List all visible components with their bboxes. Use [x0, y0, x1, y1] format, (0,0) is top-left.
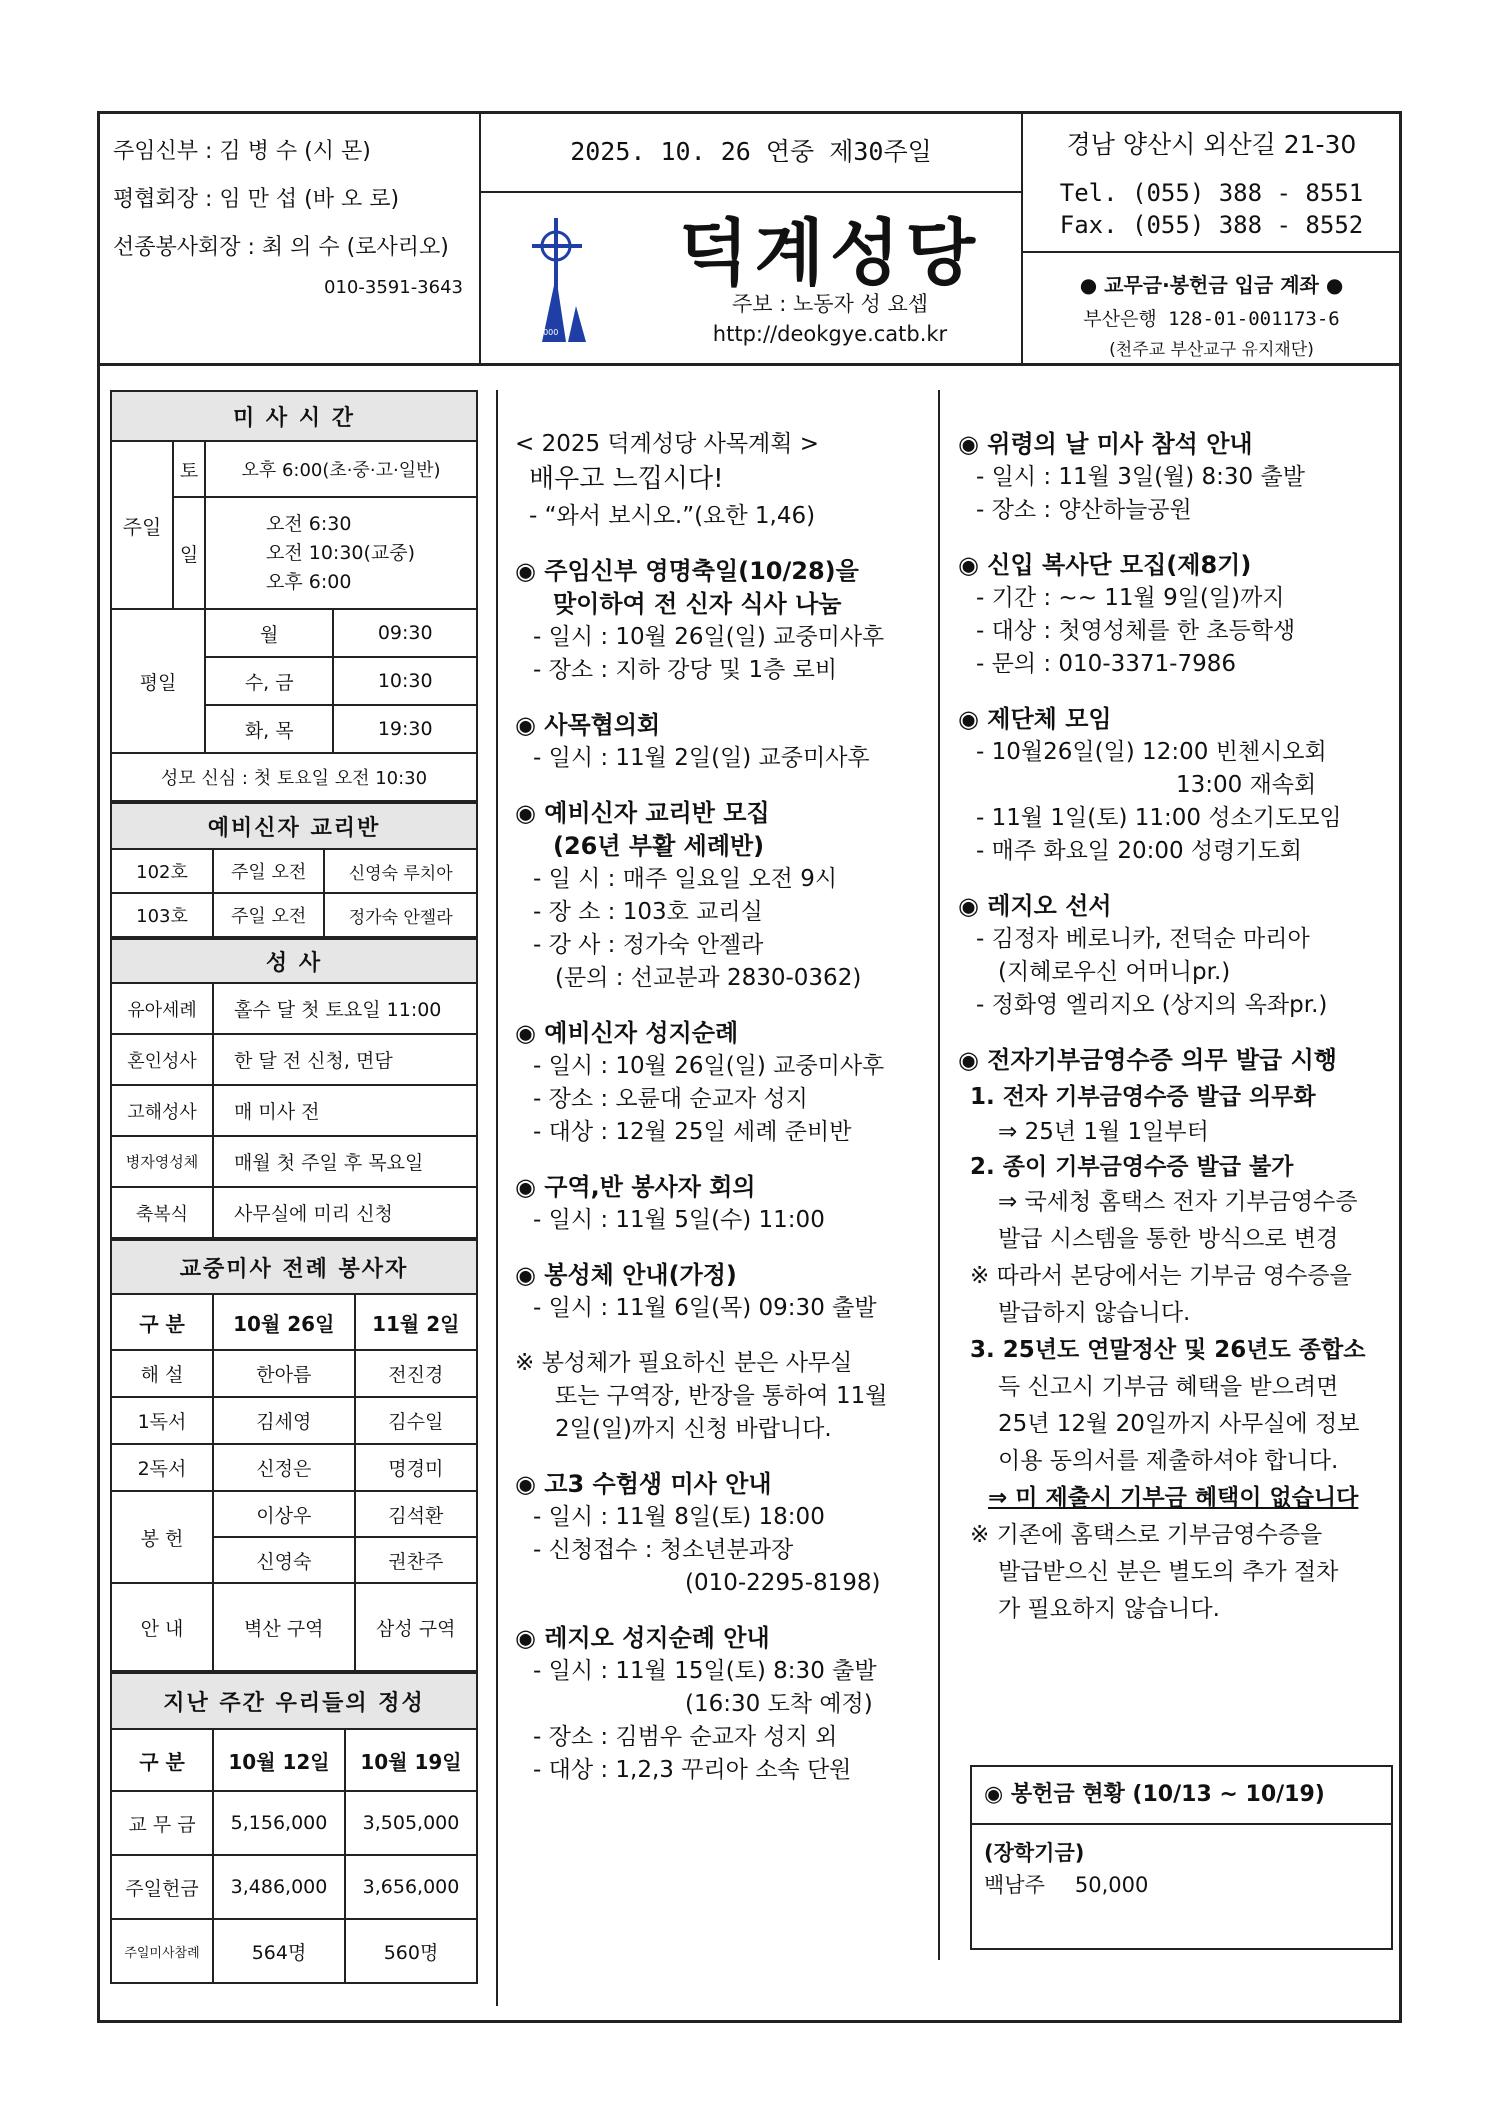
r2-line-3: - 문의 : 010-3371-7986 — [976, 651, 1236, 677]
s4-heading: ◉ 예비신자 성지순례 — [515, 1019, 739, 1047]
mission-head-line: 선종봉사회장 : 최 의 수 (로사리오) — [113, 235, 449, 260]
s1-heading-2: 맞이하여 전 신자 식사 나눔 — [553, 590, 842, 618]
reader2-label: 2독서 — [111, 1444, 213, 1491]
donation-title: ◉ 봉헌금 현황 (10/13 ~ 10/19) — [972, 1767, 1391, 1825]
header-subtitle — [640, 289, 1020, 349]
s1-line-1: - 일시 : 10월 26일(일) 교중미사후 — [533, 624, 885, 650]
r5-note-5: 가 필요하지 않습니다. — [998, 1596, 1220, 1622]
catechumen-title: 예비신자 교리반 — [111, 803, 477, 849]
body-divider-2 — [938, 390, 940, 1960]
r4-line-1: - 김정자 베로니카, 전덕순 마리아 — [976, 926, 1310, 952]
stats-row-3-a: 564명 — [213, 1919, 345, 1983]
telephone: Tel. (055) 388 - 8551 — [1059, 179, 1364, 207]
sacrament-5-name: 축복식 — [111, 1187, 213, 1238]
reader2-1: 신정은 — [213, 1444, 355, 1491]
s3-line-3: - 강 사 : 정가숙 안젤라 — [533, 932, 764, 958]
r2-line-1: - 기간 : ~~ 11월 9일(일)까지 — [976, 585, 1285, 611]
bank-owner: (천주교 부산교구 유지재단) — [1109, 340, 1314, 360]
r1-line-1: - 일시 : 11월 3일(월) 8:30 출발 — [976, 464, 1305, 490]
r2-heading: ◉ 신입 복사단 모집(제8기) — [958, 551, 1252, 579]
r2-line-2: - 대상 : 첫영성체를 한 초등학생 — [976, 618, 1296, 644]
catechumen-room-1: 102호 — [111, 849, 213, 893]
s7-line-2: - 신청접수 : 청소년분과장 — [533, 1537, 794, 1563]
donation-box — [970, 1765, 1393, 1950]
stats-row-2-label: 주일헌금 — [111, 1855, 213, 1919]
patron: 주보 : 노동자 성 요셉 — [731, 292, 929, 316]
stats-row-1-label: 교 무 금 — [111, 1791, 213, 1855]
reader1-1: 김세영 — [213, 1397, 355, 1444]
marian-devotion: 성모 신심 : 첫 토요일 오전 10:30 — [111, 753, 477, 801]
s6-line-1: - 일시 : 11월 6일(목) 09:30 출발 — [533, 1295, 877, 1321]
offering-2-a: 신영숙 — [213, 1537, 355, 1583]
plan-title: < 2025 덕계성당 사목계획 > — [515, 431, 820, 457]
donation-donor: 백남주 — [984, 1873, 1045, 1897]
r5-note-1: ※ 따라서 본당에서는 기부금 영수증을 — [970, 1263, 1352, 1289]
r1-heading: ◉ 위령의 날 미사 참석 안내 — [958, 430, 1253, 458]
s7-line-3: (010-2295-8198) — [685, 1570, 881, 1596]
catechumen-time-2: 주일 오전 — [213, 893, 324, 937]
sacrament-2-name: 혼인성사 — [111, 1034, 213, 1085]
body-divider-1 — [496, 390, 498, 2006]
sun-time-1: 오전 6:30 — [266, 512, 352, 535]
weekday-2-day: 수, 금 — [205, 657, 333, 705]
s3-heading-2: (26년 부활 세례반) — [553, 832, 765, 860]
r5-item-3a: 3. 25년도 연말정산 및 26년도 종합소 — [970, 1337, 1366, 1363]
weekday-label: 평일 — [111, 609, 205, 753]
s5-heading: ◉ 구역,반 봉사자 회의 — [515, 1173, 756, 1201]
s4-line-2: - 장소 : 오륜대 순교자 성지 — [533, 1086, 808, 1112]
r1-line-2: - 장소 : 양산하늘공원 — [976, 497, 1192, 523]
saturday-time: 오후 6:00(초·중·고·일반) — [205, 441, 477, 497]
catechumen-table — [110, 802, 478, 938]
sacrament-4-info: 매월 첫 주일 후 목요일 — [213, 1136, 477, 1187]
s4-line-3: - 대상 : 12월 25일 세례 준비반 — [533, 1119, 852, 1145]
s7-line-1: - 일시 : 11월 8일(토) 18:00 — [533, 1504, 825, 1530]
stats-row-2-b: 3,656,000 — [345, 1855, 477, 1919]
council-line: 평협회장 : 임 만 섭 (바 오 로) — [113, 187, 400, 212]
offering-1-a: 이상우 — [213, 1491, 355, 1537]
weekday-3-time: 19:30 — [333, 705, 477, 753]
catechumen-teacher-1: 신영숙 루치아 — [324, 849, 477, 893]
header-staff — [113, 128, 473, 312]
s8-line-2: (16:30 도착 예정) — [685, 1691, 873, 1717]
s6-heading: ◉ 봉성체 안내(가정) — [515, 1261, 737, 1289]
r3-heading: ◉ 제단체 모임 — [958, 705, 1112, 733]
liturgy-head-1: 구 분 — [111, 1294, 213, 1350]
s6-note-3: 2일(일)까지 신청 바랍니다. — [555, 1416, 832, 1442]
sun-time-3: 오후 6:00 — [266, 570, 352, 593]
plan-verse: - “와서 보시오.”(요한 1,46) — [529, 503, 816, 529]
pastor-line: 주임신부 : 김 병 수 (시 몬) — [113, 139, 371, 164]
offering-2-b: 권찬주 — [355, 1537, 477, 1583]
catechumen-time-1: 주일 오전 — [213, 849, 324, 893]
donation-category: (장학기금) — [984, 1841, 1085, 1865]
sacraments-table — [110, 938, 478, 1239]
website-url: http://deokgye.catb.kr — [712, 322, 948, 346]
r3-line-4: - 매주 화요일 20:00 성령기도회 — [976, 838, 1303, 864]
r4-line-3: - 정화영 엘리지오 (상지의 옥좌pr.) — [976, 992, 1328, 1018]
sacrament-5-info: 사무실에 미리 신청 — [213, 1187, 477, 1238]
s5-line-1: - 일시 : 11월 5일(수) 11:00 — [533, 1207, 825, 1233]
r5-note-3: ※ 기존에 홈택스로 기부금영수증을 — [970, 1522, 1323, 1548]
sunday-label: 주일 — [111, 441, 173, 609]
r5-item-2b: 발급 시스템을 통한 방식으로 변경 — [998, 1226, 1339, 1252]
s8-line-4: - 대상 : 1,2,3 꾸리아 소속 단원 — [533, 1757, 852, 1783]
r5-warning: ⇒ 미 제출시 기부금 혜택이 없습니다 — [988, 1485, 1359, 1511]
stats-head-3: 10월 19일 — [345, 1729, 477, 1791]
sacrament-4-name: 병자영성체 — [111, 1136, 213, 1187]
weekday-2-time: 10:30 — [333, 657, 477, 705]
plan-motto: 배우고 느낍시다! — [529, 464, 724, 494]
guide-1: 벽산 구역 — [213, 1583, 355, 1671]
r5-item-3b: 득 신고시 기부금 혜택을 받으려면 — [998, 1374, 1339, 1400]
sacrament-1-name: 유아세례 — [111, 983, 213, 1034]
church-name: 덕계성당 — [678, 210, 982, 295]
reader2-2: 명경미 — [355, 1444, 477, 1491]
sacrament-1-info: 홀수 달 첫 토요일 11:00 — [213, 983, 477, 1034]
s8-line-1: - 일시 : 11월 15일(토) 8:30 출발 — [533, 1658, 877, 1684]
s3-line-4: (문의 : 선교분과 2830-0362) — [555, 965, 862, 991]
s2-heading: ◉ 사목협의회 — [515, 711, 661, 739]
bank-title: ● 교무금·봉헌금 입금 계좌 ● — [1079, 273, 1344, 297]
weekday-1-day: 월 — [205, 609, 333, 657]
s7-heading: ◉ 고3 수험생 미사 안내 — [515, 1470, 772, 1498]
r5-item-3d: 이용 동의서를 제출하셔야 합니다. — [998, 1448, 1339, 1474]
date-line: 2025. 10. 26 연중 제30주일 — [481, 113, 1021, 193]
s1-line-2: - 장소 : 지하 강당 및 1층 로비 — [533, 657, 838, 683]
offering-label: 봉 헌 — [111, 1491, 213, 1583]
s2-line-1: - 일시 : 11월 2일(일) 교중미사후 — [533, 745, 870, 771]
mass-times-table — [110, 390, 478, 1984]
s1-heading-1: ◉ 주임신부 영명축일(10/28)을 — [515, 557, 859, 585]
r5-item-3c: 25년 12월 20일까지 사무실에 정보 — [998, 1411, 1360, 1437]
mass-title: 미 사 시 간 — [111, 391, 477, 441]
s4-line-1: - 일시 : 10월 26일(일) 교중미사후 — [533, 1053, 885, 1079]
sacraments-title: 성 사 — [111, 939, 477, 983]
bank-info — [1023, 251, 1400, 363]
offering-stats-title: 지난 주간 우리들의 정성 — [111, 1673, 477, 1729]
s8-heading: ◉ 레지오 성지순례 안내 — [515, 1624, 770, 1652]
stats-row-2-a: 3,486,000 — [213, 1855, 345, 1919]
liturgy-table — [110, 1239, 478, 1672]
sacrament-3-name: 고해성사 — [111, 1085, 213, 1136]
r4-line-2: (지혜로우신 어머니pr.) — [998, 959, 1231, 985]
offering-1-b: 김석환 — [355, 1491, 477, 1537]
r4-heading: ◉ 레지오 선서 — [958, 892, 1112, 920]
s6-note-2: 또는 구역장, 반장을 통하여 11월 — [555, 1383, 888, 1409]
bank-number: 부산은행 128-01-001173-6 — [1083, 308, 1340, 330]
liturgy-head-2: 10월 26일 — [213, 1294, 355, 1350]
r3-line-2: 13:00 재속회 — [1176, 772, 1317, 798]
stats-head-1: 구 분 — [111, 1729, 213, 1791]
r5-note-2: 발급하지 않습니다. — [998, 1300, 1191, 1326]
r5-note-4: 발급받으신 분은 별도의 추가 절차 — [998, 1559, 1339, 1585]
r5-item-2: 2. 종이 기부금영수증 발급 불가 — [970, 1154, 1294, 1180]
liturgy-head-3: 11월 2일 — [355, 1294, 477, 1350]
weekday-1-time: 09:30 — [333, 609, 477, 657]
s3-line-1: - 일 시 : 매주 일요일 오전 9시 — [533, 866, 838, 892]
logo-year: 2000 — [538, 328, 559, 337]
saturday-label: 토 — [173, 441, 205, 497]
header-contact — [1023, 113, 1400, 241]
s3-line-2: - 장 소 : 103호 교리실 — [533, 899, 763, 925]
church-logo — [528, 206, 608, 346]
weekday-3-day: 화, 목 — [205, 705, 333, 753]
commentator-1: 한아름 — [213, 1350, 355, 1397]
guide-2: 삼성 구역 — [355, 1583, 477, 1671]
r5-item-1a: ⇒ 25년 1월 1일부터 — [998, 1119, 1209, 1145]
r5-item-1: 1. 전자 기부금영수증 발급 의무화 — [970, 1084, 1316, 1110]
catechumen-teacher-2: 정가숙 안젤라 — [324, 893, 477, 937]
mission-phone: 010-3591-3643 — [324, 277, 463, 298]
r5-item-2a: ⇒ 국세청 홈택스 전자 기부금영수증 — [998, 1189, 1358, 1215]
r5-heading: ◉ 전자기부금영수증 의무 발급 시행 — [958, 1046, 1337, 1074]
s8-line-3: - 장소 : 김범우 순교자 성지 외 — [533, 1724, 838, 1750]
offering-stats-table — [110, 1672, 478, 1984]
sun-label: 일 — [173, 497, 205, 609]
r3-line-1: - 10월26일(일) 12:00 빈첸시오회 — [976, 739, 1327, 765]
reader1-2: 김수일 — [355, 1397, 477, 1444]
address: 경남 양산시 외산길 21-30 — [1066, 130, 1357, 159]
liturgy-title: 교중미사 전례 봉사자 — [111, 1240, 477, 1294]
catechumen-room-2: 103호 — [111, 893, 213, 937]
donation-amount: 50,000 — [1074, 1873, 1149, 1897]
stats-head-2: 10월 12일 — [213, 1729, 345, 1791]
r3-line-3: - 11월 1일(토) 11:00 성소기도모임 — [976, 805, 1342, 831]
s3-heading-1: ◉ 예비신자 교리반 모집 — [515, 799, 770, 827]
stats-row-3-label: 주일미사참례 — [111, 1919, 213, 1983]
sacrament-2-info: 한 달 전 신청, 면담 — [213, 1034, 477, 1085]
stats-row-1-a: 5,156,000 — [213, 1791, 345, 1855]
middle-column — [515, 428, 935, 1787]
stats-row-3-b: 560명 — [345, 1919, 477, 1983]
commentator-label: 해 설 — [111, 1350, 213, 1397]
s6-note-1: ※ 봉성체가 필요하신 분은 사무실 — [515, 1350, 853, 1376]
commentator-2: 전진경 — [355, 1350, 477, 1397]
guide-label: 안 내 — [111, 1583, 213, 1671]
right-column — [958, 428, 1398, 1628]
stats-row-1-b: 3,505,000 — [345, 1791, 477, 1855]
fax: Fax. (055) 388 - 8552 — [1059, 211, 1364, 239]
sacrament-3-info: 매 미사 전 — [213, 1085, 477, 1136]
header-bottom-line — [97, 363, 1402, 366]
reader1-label: 1독서 — [111, 1397, 213, 1444]
sun-time-2: 오전 10:30(교중) — [266, 541, 416, 564]
